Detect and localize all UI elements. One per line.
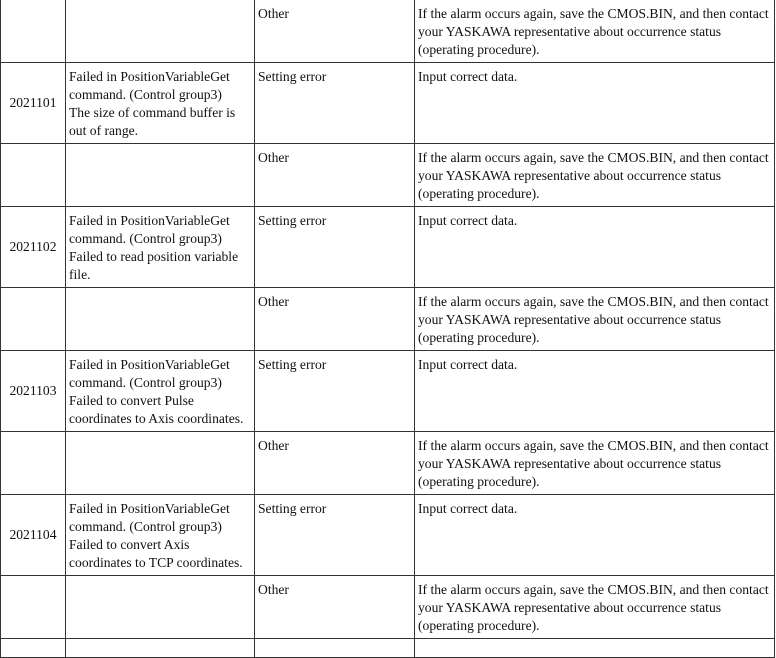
alarm-code-cell: 2021102 [1, 207, 66, 288]
alarm-cause-cell: Other [255, 288, 415, 351]
table-row [1, 495, 775, 576]
alarm-code-cell [1, 432, 66, 495]
table-row [1, 639, 775, 658]
alarm-cause-cell: Other [255, 576, 415, 639]
alarm-code-cell [1, 0, 66, 63]
alarm-remedy-cell: If the alarm occurs again, save the CMOS.BIN, and then contact your YASKAWA representative about occurrence status (operating procedure). [415, 144, 775, 207]
alarm-remedy-cell: If the alarm occurs again, save the CMOS.BIN, and then contact your YASKAWA representative about occurrence status (operating procedure). [415, 576, 775, 639]
table-row [1, 432, 775, 495]
alarm-remedy-cell: Input correct data. [415, 63, 775, 144]
alarm-description-cell [66, 288, 255, 351]
alarm-description-cell: Failed in PositionVariableGet command. (Control group3) Failed to read position variable file. [66, 207, 255, 288]
alarm-code-cell: 2021103 [1, 351, 66, 432]
alarm-cause-cell: Setting error [255, 495, 415, 576]
table-row [1, 63, 775, 144]
alarm-description-cell [66, 576, 255, 639]
alarm-description-cell [66, 144, 255, 207]
alarm-cause-cell: Setting error [255, 351, 415, 432]
table-cell [255, 639, 415, 658]
alarm-code-cell: 2021104 [1, 495, 66, 576]
table-row [1, 288, 775, 351]
alarm-remedy-cell: Input correct data. [415, 495, 775, 576]
alarm-cause-cell: Setting error [255, 207, 415, 288]
alarm-description-cell: Failed in PositionVariableGet command. (Control group3) Failed to convert Axis coordinates to TCP coordinates. [66, 495, 255, 576]
alarm-cause-cell: Other [255, 432, 415, 495]
alarm-description-cell: Failed in PositionVariableGet command. (Control group3) The size of command buffer is out of range. [66, 63, 255, 144]
table-cell [1, 639, 66, 658]
alarm-cause-cell: Other [255, 0, 415, 63]
alarm-description-cell [66, 432, 255, 495]
alarm-remedy-cell: Input correct data. [415, 351, 775, 432]
alarm-remedy-cell: If the alarm occurs again, save the CMOS.BIN, and then contact your YASKAWA representative about occurrence status (operating procedure). [415, 0, 775, 63]
table-row [1, 144, 775, 207]
table-row [1, 0, 775, 63]
alarm-code-cell [1, 288, 66, 351]
alarm-code-cell: 2021101 [1, 63, 66, 144]
alarm-remedy-cell: If the alarm occurs again, save the CMOS.BIN, and then contact your YASKAWA representative about occurrence status (operating procedure). [415, 432, 775, 495]
alarm-cause-cell: Other [255, 144, 415, 207]
table-row [1, 576, 775, 639]
alarm-cause-cell: Setting error [255, 63, 415, 144]
alarm-code-cell [1, 576, 66, 639]
table-row [1, 351, 775, 432]
table-row [1, 207, 775, 288]
table-cell [66, 639, 255, 658]
table-cell [415, 639, 775, 658]
alarm-description-cell [66, 0, 255, 63]
alarm-code-cell [1, 144, 66, 207]
alarm-remedy-cell: Input correct data. [415, 207, 775, 288]
alarm-description-cell: Failed in PositionVariableGet command. (Control group3) Failed to convert Pulse coordinates to Axis coordinates. [66, 351, 255, 432]
alarm-remedy-cell: If the alarm occurs again, save the CMOS.BIN, and then contact your YASKAWA representative about occurrence status (operating procedure). [415, 288, 775, 351]
